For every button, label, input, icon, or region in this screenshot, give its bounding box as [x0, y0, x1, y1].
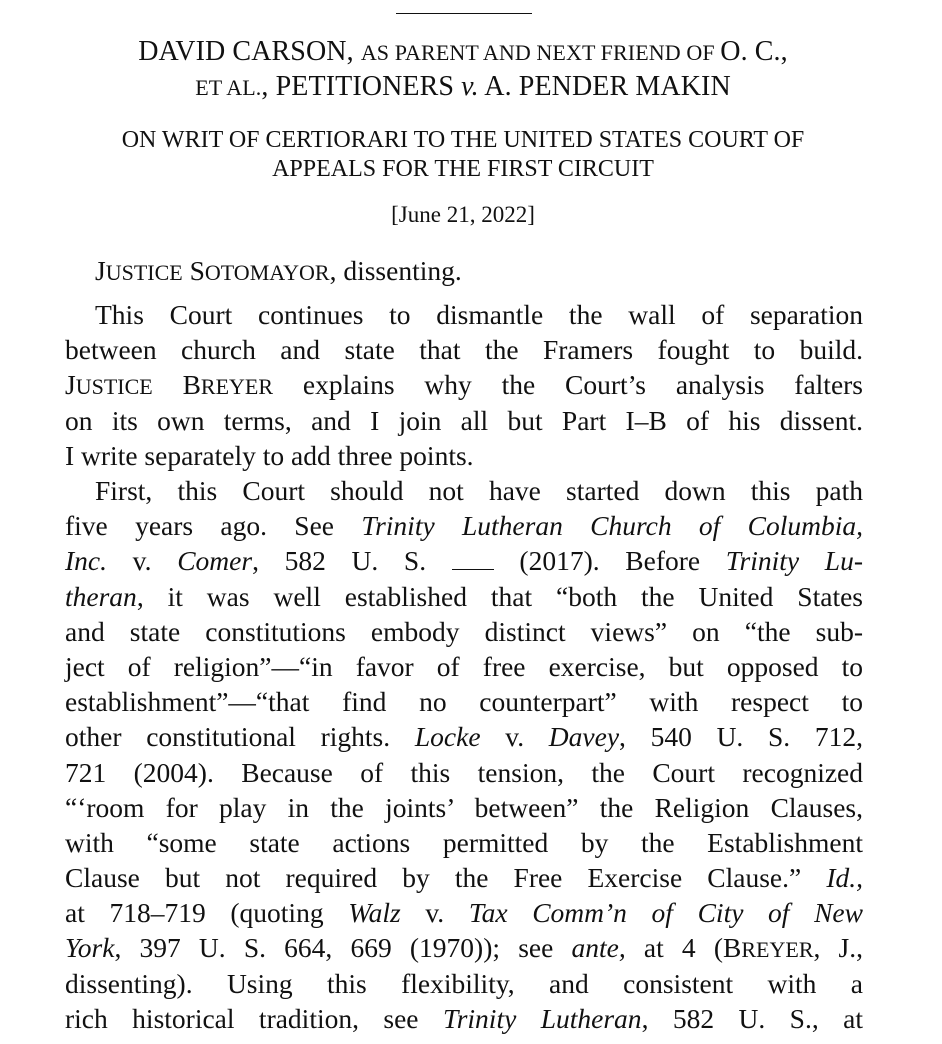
- paragraph-2-line: ject of religion”—“in favor of free exercise, but opposed to: [65, 650, 863, 682]
- paragraph-2-line: with “some state actions permitted by the Establishment: [65, 826, 863, 858]
- decision-date: [June 21, 2022]: [391, 202, 535, 227]
- top-rule: [396, 13, 532, 14]
- paragraph-1: [65, 297, 863, 473]
- paragraph-1-line: between church and state that the Framers fought to build.: [65, 334, 863, 366]
- paragraph-2-line: First, this Court should not have started down this path: [95, 475, 863, 506]
- paragraph-2-line: Clause but not required by the Free Exercise Clause.” Id.,: [65, 862, 863, 894]
- paragraph-2-line: rich historical tradition, see Trinity Lutheran, 582 U. S., at: [65, 1002, 863, 1034]
- paragraph-2-line: at 718–719 (quoting Walz v. Tax Comm’n of City of New: [65, 897, 863, 929]
- paragraph-2-line: five years ago. See Trinity Lutheran Church of Columbia,: [65, 510, 863, 542]
- writ-line-1: ON WRIT OF CERTIORARI TO THE UNITED STATES COURT OF: [121, 127, 805, 153]
- paragraph-2-line: York, 397 U. S. 664, 669 (1970)); see ante, at 4 (BREYER, J.,: [65, 932, 864, 964]
- paragraph-2-line: Inc. v. Comer, 582 U. S. (2017). Before Trinity Lu-: [65, 545, 864, 577]
- paragraph-2-line: theran, it was well established that “both the United States: [65, 580, 863, 612]
- paragraph-2-line: and state constitutions embody distinct views” on “the sub-: [65, 615, 863, 647]
- case-caption-line-1: DAVID CARSON, AS PARENT AND NEXT FRIEND OF O. C.,: [138, 36, 788, 67]
- paragraph-2-line: establishment”—“that find no counterpart” with respect to: [65, 686, 863, 718]
- citation-blank: [452, 551, 494, 570]
- paragraph-2-line: other constitutional rights. Locke v. Davey, 540 U. S. 712,: [65, 721, 864, 753]
- opinion-heading: JUSTICE SOTOMAYOR, dissenting.: [95, 255, 462, 286]
- paragraph-2-line: dissenting). Using this flexibility, and consistent with a: [65, 967, 863, 999]
- paragraph-1-line: This Court continues to dismantle the wall of separation: [95, 299, 863, 330]
- paragraph-1-line: on its own terms, and I join all but Part I–B of his dissent.: [65, 404, 863, 436]
- paragraph-1-line: I write separately to add three points.: [65, 439, 474, 471]
- paragraph-2: [65, 473, 863, 1036]
- case-caption-line-2: ET AL., PETITIONERS v. A. PENDER MAKIN: [195, 71, 731, 102]
- paragraph-1-line: JUSTICE BREYER explains why the Court’s analysis falters: [65, 369, 864, 401]
- paragraph-2-line: “‘room for play in the joints’ between” the Religion Clauses,: [65, 791, 863, 823]
- writ-line-2: APPEALS FOR THE FIRST CIRCUIT: [272, 156, 654, 182]
- paragraph-2-line: 721 (2004). Because of this tension, the Court recognized: [65, 756, 863, 788]
